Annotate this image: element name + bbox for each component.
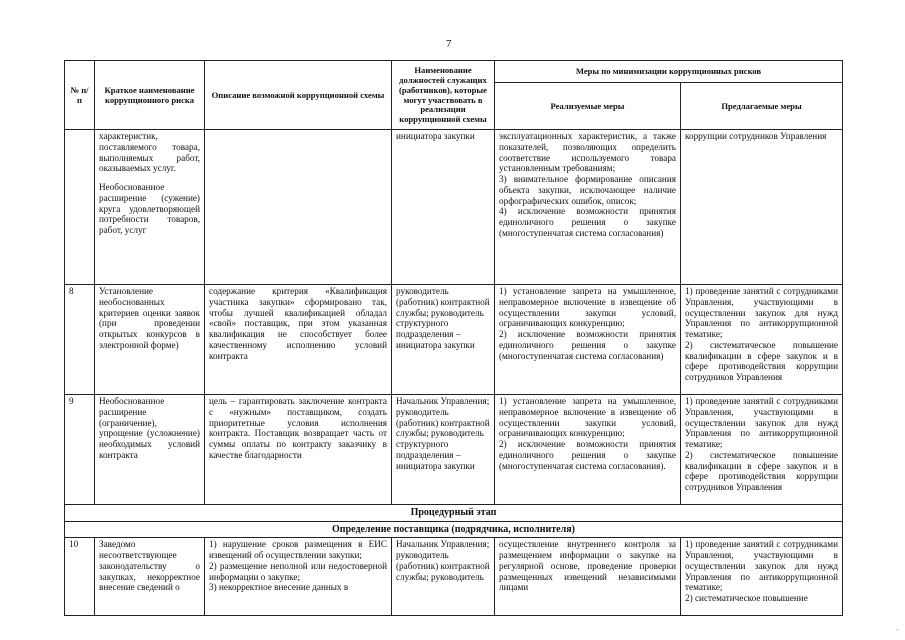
- cell-implemented: [495, 130, 681, 285]
- cell-risk: Необоснованное расширение (ограничение), упрощение (усложнение) необходимых условий контракта: [95, 395, 205, 505]
- cell-scheme: [205, 538, 392, 616]
- cell-proposed: [681, 538, 843, 616]
- measure-text: 2) систематическое повышение квалификации в сфере закупок и в сфере противодействия коррупции сотрудников Управления: [685, 449, 838, 493]
- measure-text: 1) проведение занятий с сотрудниками Управления, участвующими в осуществлении закупок для нужд Управления по антикоррупционной тематике;: [685, 539, 838, 593]
- section-row: [65, 521, 843, 538]
- header-num: № п/п: [65, 61, 95, 130]
- measure-text: 2) исключение возможности принятия единоличного решения о закупке (многоступенчатая система согласования).: [499, 439, 676, 471]
- measure-text: 2) исключение возможности принятия единоличного решения о закупке (многоступенчатая система согласования): [499, 329, 676, 361]
- header-proposed: Предлагаемые меры: [681, 83, 843, 130]
- scheme-text: 1) нарушение сроков размещения в ЕИС извещений об осуществлении закупки;: [209, 539, 387, 561]
- scheme-text: 3) некорректное внесение данных в: [209, 582, 349, 593]
- cell-proposed: [681, 130, 843, 285]
- cell-num: 8: [65, 285, 95, 395]
- cell-positions: Начальник Управления; руководитель (работник) контрактной службы; руководитель структурного подразделения – инициатора закупки: [392, 395, 495, 505]
- measure-text: коррупции сотрудников Управления: [685, 131, 827, 141]
- header-scheme: Описание возможной коррупционной схемы: [205, 61, 392, 130]
- header-implemented: Реализуемые меры: [495, 83, 681, 130]
- subsection-title: Определение поставщика (подрядчика, исполнителя): [65, 521, 843, 538]
- measure-text: 1) проведение занятий с сотрудниками Управления, участвующими в осуществлении закупок для нужд Управления по антикоррупционной тематике;: [685, 396, 838, 450]
- cell-implemented: [495, 285, 681, 395]
- header-risk: Краткое наименование коррупционного риска: [95, 61, 205, 130]
- table-row: [65, 538, 843, 616]
- measure-text: 1) проведение занятий с сотрудниками Управления, участвующими в осуществлении закупок для нужд Управления по антикоррупционной тематике;: [685, 286, 838, 340]
- table-row: [65, 285, 843, 395]
- cell-scheme: [205, 130, 392, 285]
- cell-risk: [95, 130, 205, 285]
- measure-text: 1) установление запрета на умышленное, неправомерное включение в извещение об осуществлении закупки условий, ограничивающих конкуренцию;: [499, 286, 676, 329]
- cell-num: 10: [65, 538, 95, 616]
- header-positions: Наименование должностей служащих (работников), которые могут участвовать в реализации коррупционной схемы: [392, 61, 495, 130]
- section-row: [65, 505, 843, 522]
- table-row: [65, 395, 843, 505]
- measure-text: 4) исключение возможности принятия единоличного решения о закупке (многоступенчатая система согласования): [499, 206, 676, 238]
- page-number: 7: [446, 38, 452, 50]
- cell-implemented: осуществление внутреннего контроля за размещением информации о закупке на регулярной основе, проведение проверки размещенных извещений независимыми лицами: [495, 538, 681, 616]
- cell-proposed: [681, 395, 843, 505]
- cell-scheme: цель – гарантировать заключение контракта с «нужным» поставщиком, создать приоритетные условия исполнения контракта. Поставщик возвращает часть от суммы оплаты по контракту заказчику в качестве благодарности: [205, 395, 392, 505]
- cell-positions: руководитель (работник) контрактной службы; руководитель структурного подразделения – инициатора закупки: [392, 285, 495, 395]
- scan-mark: -: [896, 624, 899, 634]
- risk-table: [64, 60, 843, 616]
- cell-scheme: содержание критерия «Квалификация участника закупки» сформировано так, чтобы лучшей квалификацией обладал «свой» поставщик, при этом указанная квалификация не способствует более качественному исполнению условий контракта: [205, 285, 392, 395]
- measure-text: 2) систематическое повышение: [685, 593, 808, 604]
- section-title: Процедурный этап: [65, 505, 843, 522]
- risk-text: Необоснованное расширение (сужение) круга удовлетворяющей потребности товаров, работ, услуг: [99, 182, 200, 236]
- measure-text: 2) систематическое повышение квалификации в сфере закупок и в сфере противодействия коррупции сотрудников Управления: [685, 339, 838, 383]
- scheme-text: 2) размещение неполной или недостоверной информации о закупке;: [209, 560, 387, 582]
- cell-proposed: [681, 285, 843, 395]
- cell-positions: инициатора закупки: [392, 130, 495, 285]
- cell-implemented: [495, 395, 681, 505]
- header-measures: Меры по минимизации коррупционных рисков: [495, 61, 843, 83]
- measure-text: 1) установление запрета на умышленное, неправомерное включение в извещение об осуществлении закупки условий, ограничивающих конкуренцию;: [499, 396, 676, 439]
- cell-num: [65, 130, 95, 285]
- cell-risk: Заведомо несоответствующее законодательству о закупках, некорректное внесение сведений о: [95, 538, 205, 616]
- cell-positions: Начальник Управления; руководитель (работник) контрактной службы; руководитель: [392, 538, 495, 616]
- table-row: [65, 130, 843, 285]
- risk-text: характеристик, поставляемого товара, выполняемых работ, оказываемых услуг.: [99, 131, 200, 174]
- cell-num: 9: [65, 395, 95, 505]
- cell-risk: Установление необоснованных критериев оценки заявок (при проведении открытых конкурсов в электронной форме): [95, 285, 205, 395]
- measure-text: 3) внимательное формирование описания объекта закупки, исключающее наличие орфографических ошибок, описок;: [499, 174, 676, 206]
- measure-text: эксплуатационных характеристик, а также показателей, позволяющих определить соответствие используемого товара установленным требованиям;: [499, 131, 676, 174]
